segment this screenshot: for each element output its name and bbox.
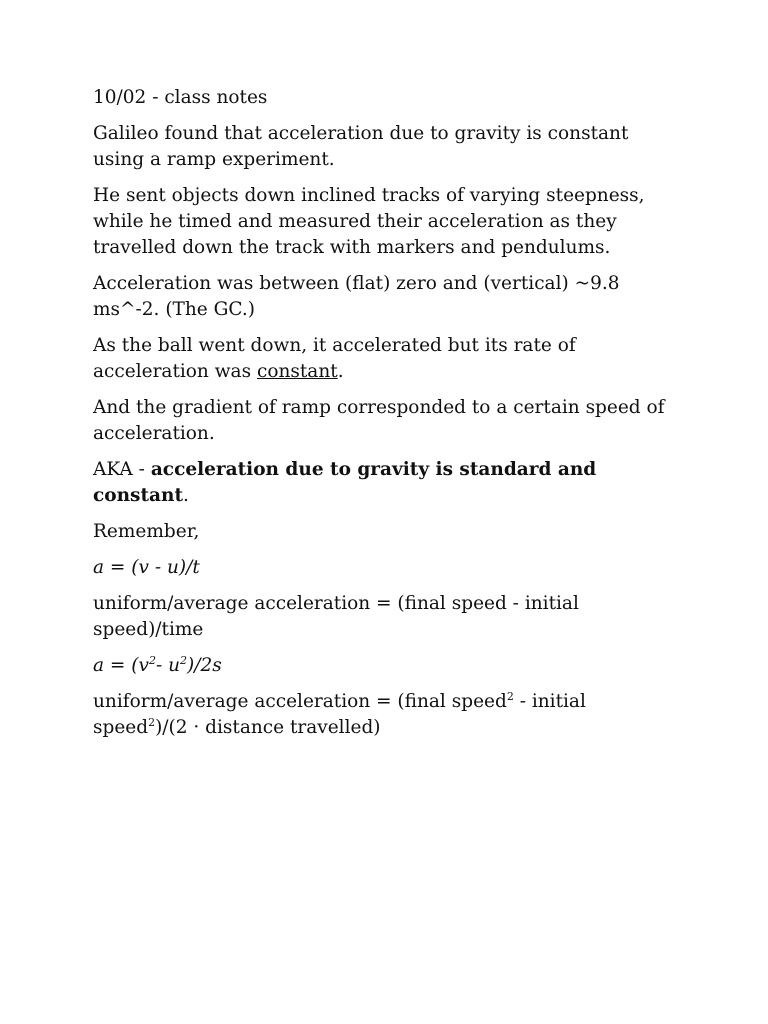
paragraph-definition-time: uniform/average acceleration = (final speed - initial speed)/time (93, 593, 579, 640)
text-run: )/2s (187, 655, 222, 676)
superscript: 2 (506, 689, 514, 703)
paragraph-definition-distance (93, 689, 673, 741)
text-run: - u (155, 655, 181, 676)
underlined-word: constant (256, 361, 338, 382)
paragraph-ball (93, 333, 673, 385)
text-run: a = (v (93, 655, 149, 676)
paragraph-gradient: And the gradient of ramp corresponded to a certain speed of acceleration. (93, 397, 665, 444)
text-run: - initial speed (93, 691, 586, 738)
paragraph-galileo: Galileo found that acceleration due to gravity is constant using a ramp experiment. (93, 123, 629, 170)
text-run: )/(2 · distance travelled) (155, 717, 381, 738)
superscript: 2 (180, 653, 188, 667)
superscript: 2 (148, 715, 156, 729)
note-heading: 10/02 - class notes (93, 87, 268, 108)
document-body (93, 85, 673, 751)
text-run: As the ball went down, it accelerated but its rate of acceleration was (93, 335, 576, 382)
text-run: . (183, 485, 189, 506)
formula-velocity: a = (v - u)/t (93, 557, 200, 578)
paragraph-aka (93, 457, 673, 509)
text-run: uniform/average acceleration = (final speed (93, 691, 507, 712)
paragraph-remember: Remember, (93, 521, 200, 542)
text-run: . (337, 361, 344, 382)
paragraph-acceleration-range: Acceleration was between (flat) zero and (vertical) ~9.8 ms^-2. (The GC.) (93, 273, 620, 320)
paragraph-experiment: He sent objects down inclined tracks of varying steepness, while he timed and measured their acceleration as they travelled down the track with markers and pendulums. (93, 185, 645, 258)
bold-statement: acceleration due to gravity is standard and constant (93, 459, 597, 506)
formula-distance (93, 653, 673, 679)
superscript: 2 (148, 653, 156, 667)
text-run: AKA - (93, 459, 151, 480)
